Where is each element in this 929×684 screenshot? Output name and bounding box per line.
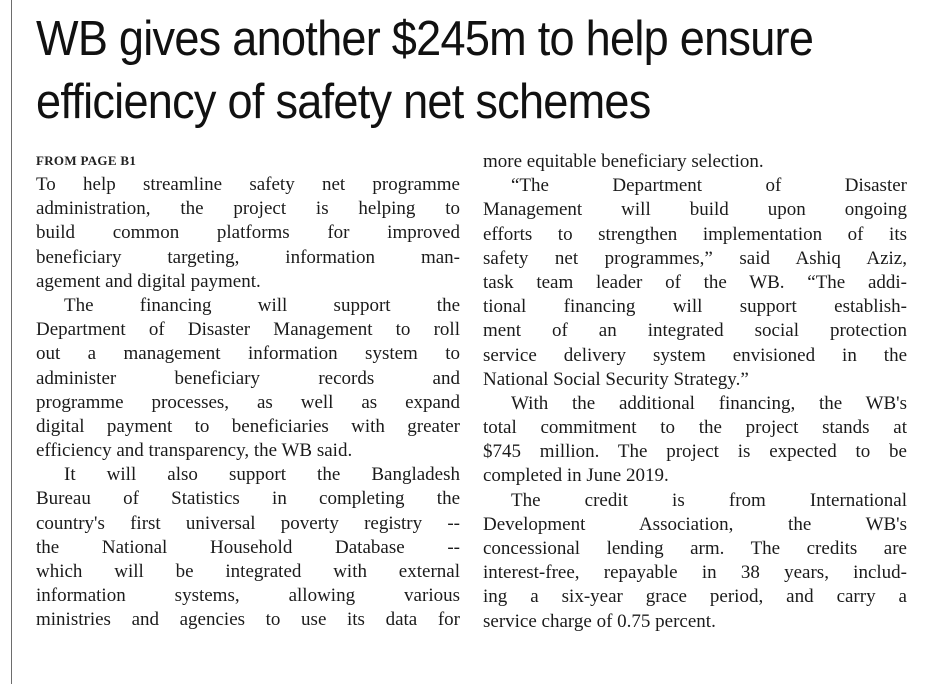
text-line: With the additional financing, the WB's bbox=[511, 392, 907, 414]
text-line: country's first universal poverty registry -- bbox=[36, 512, 460, 534]
headline-line-2: efficiency of safety net schemes bbox=[36, 75, 651, 129]
text-line: The credit is from International bbox=[511, 489, 907, 511]
headline-line-1: WB gives another $245m to help ensure bbox=[36, 12, 814, 66]
article-paragraph bbox=[483, 489, 907, 634]
text-line: programme processes, as well as expand bbox=[36, 391, 460, 413]
text-line: ment of an integrated social protection bbox=[483, 320, 907, 342]
dateline: FROM PAGE B1 bbox=[36, 153, 137, 168]
text-line: service charge of 0.75 percent. bbox=[483, 610, 716, 632]
text-line: more equitable beneficiary selection. bbox=[483, 151, 764, 172]
text-line: National Social Security Strategy.” bbox=[483, 368, 749, 390]
text-line: efforts to strengthen implementation of its bbox=[483, 223, 907, 245]
headline bbox=[36, 8, 846, 134]
text-line: It will also support the Bangladesh bbox=[64, 464, 460, 486]
text-line: efficiency and transparency, the WB said. bbox=[36, 440, 353, 462]
text-line: Department of Disaster Management to roll bbox=[36, 319, 460, 341]
text-line: ing a six-year grace period, and carry a bbox=[483, 586, 907, 608]
text-line: task team leader of the WB. “The addi- bbox=[483, 271, 907, 293]
text-line: concessional lending arm. The credits are bbox=[483, 538, 907, 559]
column-rule bbox=[11, 0, 12, 684]
right-column bbox=[483, 150, 907, 634]
text-line: Development Association, the WB's bbox=[483, 513, 907, 535]
text-line: Bureau of Statistics in completing the bbox=[36, 488, 460, 510]
text-line: ministries and agencies to use its data for bbox=[36, 609, 460, 631]
text-line: tional financing will support establish- bbox=[483, 296, 907, 318]
text-line: the National Household Database -- bbox=[36, 536, 460, 558]
text-line: information systems, allowing various bbox=[36, 585, 460, 607]
text-line: completed in June 2019. bbox=[483, 465, 669, 487]
text-line: administration, the project is helping to bbox=[36, 198, 460, 220]
text-line: agement and digital payment. bbox=[36, 270, 261, 292]
text-line: Management will build upon ongoing bbox=[483, 199, 907, 221]
article-paragraph bbox=[36, 294, 460, 463]
text-line: The financing will support the bbox=[64, 294, 460, 316]
text-line: safety net programmes,” said Ashiq Aziz, bbox=[483, 247, 907, 269]
text-line: service delivery system envisioned in the bbox=[483, 344, 907, 366]
article-paragraph bbox=[36, 463, 460, 632]
text-line: To help streamline safety net programme bbox=[36, 174, 460, 195]
text-line: $745 million. The project is expected to be bbox=[483, 441, 907, 463]
text-line: administer beneficiary records and bbox=[36, 367, 460, 389]
text-line: digital payment to beneficiaries with greater bbox=[36, 415, 460, 437]
text-line: build common platforms for improved bbox=[36, 222, 460, 244]
article-paragraph bbox=[483, 150, 907, 174]
text-line: total commitment to the project stands at bbox=[483, 417, 907, 439]
text-line: which will be integrated with external bbox=[36, 561, 460, 582]
article-paragraph bbox=[483, 392, 907, 489]
left-column bbox=[36, 150, 460, 633]
text-line: beneficiary targeting, information man- bbox=[36, 246, 460, 268]
text-line: “The Department of Disaster bbox=[511, 175, 907, 197]
article-paragraph bbox=[483, 174, 907, 392]
article-paragraph bbox=[36, 173, 460, 294]
text-line: interest-free, repayable in 38 years, includ- bbox=[483, 562, 907, 584]
text-line: out a management information system to bbox=[36, 343, 460, 365]
